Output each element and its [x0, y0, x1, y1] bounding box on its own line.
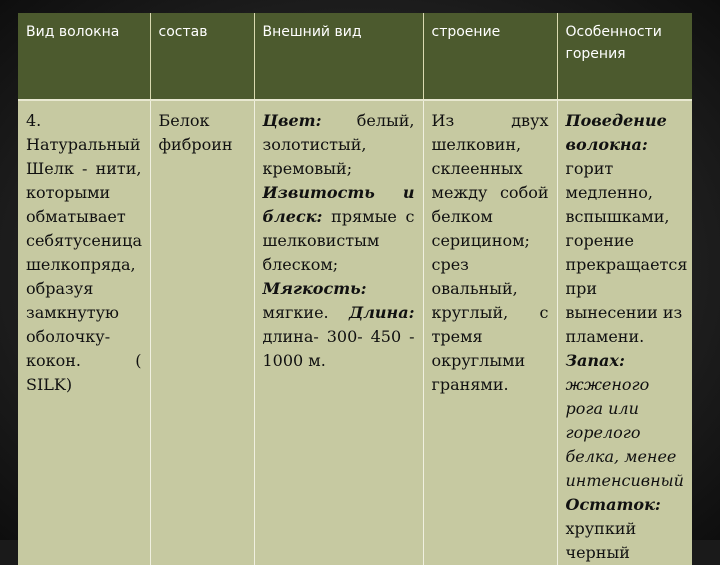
length-value: длина- 300- 450 - 1000 м. [262, 327, 415, 370]
header-fiber-type: Вид волокна [18, 13, 150, 100]
cell-composition [150, 100, 254, 565]
crimp-label: Извитость и блеск: [262, 183, 415, 226]
header-row [18, 13, 692, 100]
crimp-value: прямые с шелковистым блеском; [262, 207, 415, 274]
composition-text: Белок фиброин [158, 111, 233, 154]
length-label: Длина: [348, 303, 415, 322]
structure-text: Из двух шелковин, склеенных между собой белком серицином; срез овальный, круглый, с тремя округлыми гранями. [431, 111, 549, 394]
color-value: белый, золотистый, кремовый; [262, 111, 415, 178]
cell-structure [423, 100, 557, 565]
smell-label: Запах: [565, 351, 625, 370]
softness-label: Мягкость: [262, 279, 367, 298]
behavior-label: Поведение волокна: [565, 111, 667, 154]
header-structure: строение [423, 13, 557, 100]
header-burning: Особенности горения [557, 13, 692, 100]
smell-value: жженого рога или горелого белка, менее интенсивный [565, 375, 684, 490]
table-row [18, 100, 692, 565]
fiber-properties-table [18, 13, 692, 565]
color-label: Цвет: [262, 111, 322, 130]
cell-burning [557, 100, 692, 565]
cell-appearance [254, 100, 423, 565]
fiber-type-text: 4. Натуральный Шелк - нити, которыми обматывает себятусеница шелкопряда, образуя замкнутую оболочку-кокон. ( SILK) [26, 111, 143, 394]
residue-value: хрупкий черный [565, 519, 637, 562]
header-appearance: Внешний вид [254, 13, 423, 100]
behavior-value: горит медленно, вспышками, горение прекращается при вынесении из пламени. [565, 159, 688, 346]
header-composition: состав [150, 13, 254, 100]
softness-value: мягкие. [262, 303, 329, 322]
cell-fiber-type [18, 100, 150, 565]
residue-label: Остаток: [565, 495, 661, 514]
